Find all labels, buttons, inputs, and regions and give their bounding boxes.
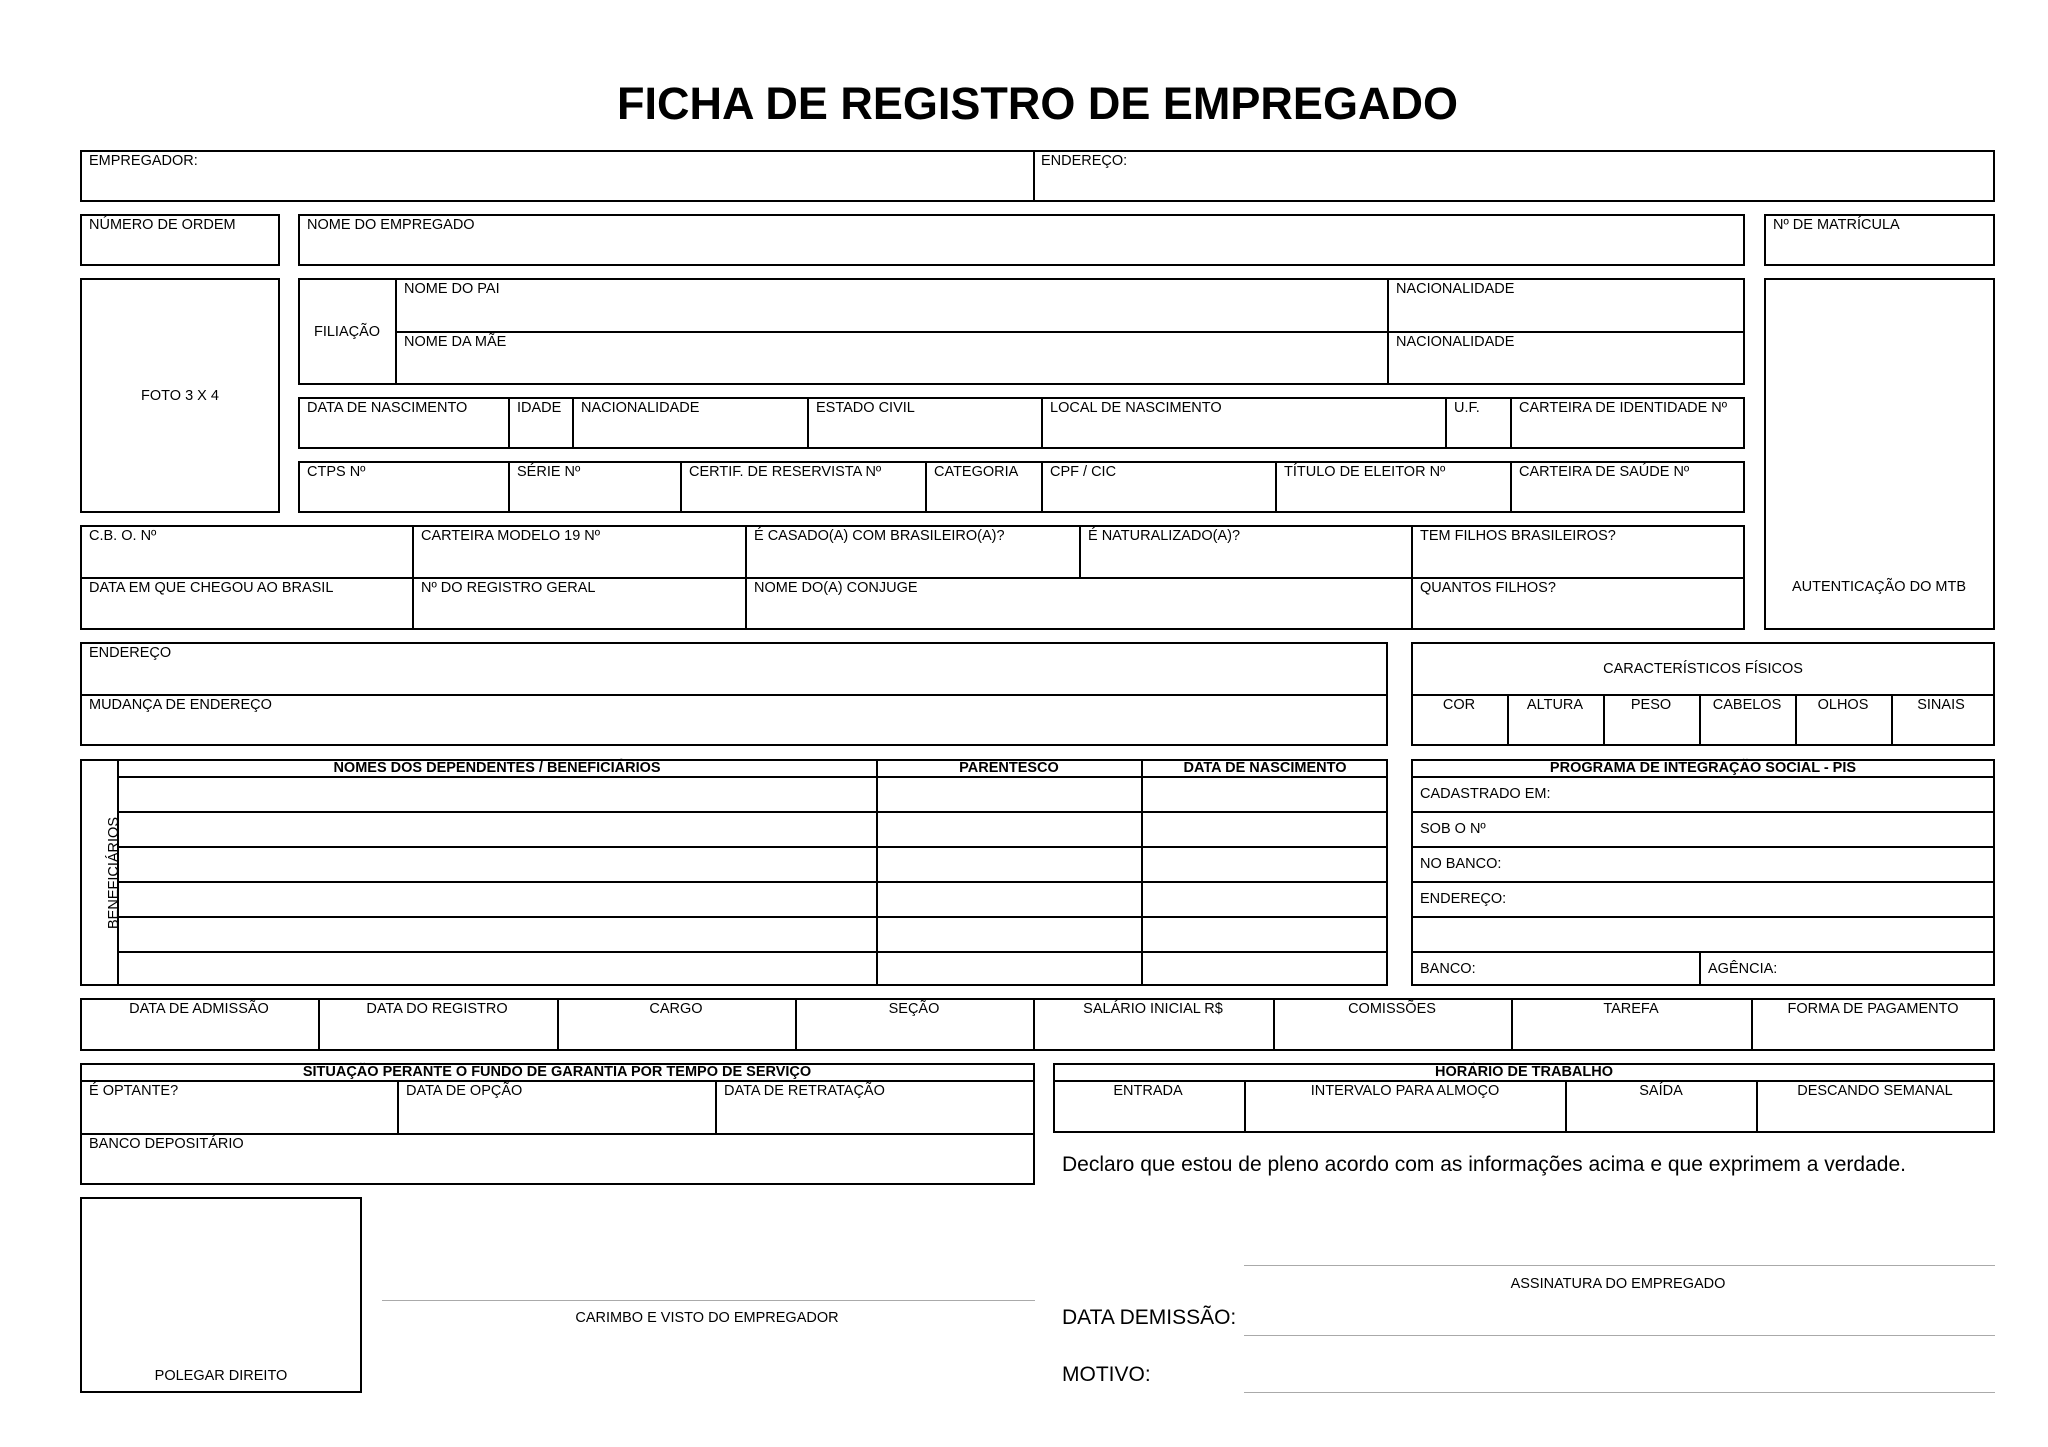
weight-field[interactable]: PESO [1630,697,1672,713]
divider [1510,461,1512,513]
divider [1411,916,1995,918]
naturalized-field[interactable]: É NATURALIZADO(A)? [1088,528,1241,544]
divider [1756,1080,1758,1133]
health-card-field[interactable]: CARTEIRA DE SAÚDE Nº [1519,464,1690,480]
photo-label: FOTO 3 X 4 [141,388,219,404]
age-field[interactable]: IDADE [517,400,562,416]
divider [1273,998,1275,1051]
divider [1053,1080,1995,1082]
admission-date-field[interactable]: DATA DE ADMISSÃO [129,1001,269,1017]
divider [80,577,1745,579]
divider [1445,397,1447,449]
table-row [117,811,1388,813]
divider [1411,525,1413,630]
employer-box [80,150,1995,202]
ctps-field[interactable]: CTPS Nº [307,464,366,480]
divider [925,461,927,513]
payment-method-field[interactable]: FORMA DE PAGAMENTO [1787,1001,1959,1017]
thumbprint-box[interactable] [80,1197,362,1393]
employer-stamp-label: CARIMBO E VISTO DO EMPREGADOR [575,1310,839,1326]
divider [572,397,574,449]
declaration-text: Declaro que estou de pleno acordo com as informações acima e que exprimem a verdade. [1062,1153,1906,1176]
divider [1510,397,1512,449]
nationality-field[interactable]: NACIONALIDADE [581,400,700,416]
dismissal-date-line[interactable] [1244,1335,1995,1336]
divider [508,461,510,513]
initial-salary-field[interactable]: SALÁRIO INICIAL R$ [1083,1001,1223,1017]
reservist-field[interactable]: CERTIF. DE RESERVISTA Nº [689,464,882,480]
lunch-break-field[interactable]: INTERVALO PARA ALMOÇO [1310,1083,1500,1099]
voter-title-field[interactable]: TÍTULO DE ELEITOR Nº [1284,464,1446,480]
schedule-title: HORÁRIO DE TRABALHO [1434,1064,1614,1080]
arrival-date-field[interactable]: DATA EM QUE CHEGOU AO BRASIL [89,580,334,596]
spouse-name-field[interactable]: NOME DO(A) CONJUGE [754,580,918,596]
divider [1275,461,1277,513]
divider [1699,694,1701,746]
divider [318,998,320,1051]
divider [807,397,809,449]
page-title: FICHA DE REGISTRO DE EMPREGADO [617,78,1458,129]
brazilian-children-field[interactable]: TEM FILHOS BRASILEIROS? [1420,528,1616,544]
mtb-label: AUTENTICAÇÃO DO MTB [1791,579,1967,595]
employee-name-field[interactable]: NOME DO EMPREGADO [307,217,475,233]
dismissal-date-label: DATA DEMISSÃO: [1062,1306,1237,1329]
divider [1411,694,1995,696]
married-field[interactable]: É CASADO(A) COM BRASILEIRO(A)? [754,528,1005,544]
table-row [117,951,1388,953]
marital-status-field[interactable]: ESTADO CIVIL [816,400,915,416]
commissions-field[interactable]: COMISSÕES [1348,1001,1436,1017]
reason-line[interactable] [1244,1392,1995,1393]
optant-field[interactable]: É OPTANTE? [89,1083,179,1099]
divider [1511,998,1513,1051]
divider [715,1080,717,1133]
divider [1411,881,1995,883]
divider [1041,461,1043,513]
filiation-label: FILIAÇÃO [313,324,381,340]
divider [1411,811,1995,813]
pis-registered-field[interactable]: CADASTRADO EM: [1420,786,1551,802]
divider [1411,951,1995,953]
father-name-field[interactable]: NOME DO PAI [404,281,500,297]
position-field[interactable]: CARGO [649,1001,703,1017]
category-field[interactable]: CATEGORIA [934,464,1019,480]
registry-date-field[interactable]: DATA DO REGISTRO [366,1001,508,1017]
divider [397,1080,399,1133]
id-card-field[interactable]: CARTEIRA DE IDENTIDADE Nº [1519,400,1728,416]
mother-name-field[interactable]: NOME DA MÃE [404,334,507,350]
divider [795,998,797,1051]
relationship-header: PARENTESCO [959,760,1059,776]
divider [1565,1080,1567,1133]
series-field[interactable]: SÉRIE Nº [517,464,581,480]
cpf-field[interactable]: CPF / CIC [1050,464,1117,480]
divider [395,331,1745,333]
physical-title: CARACTERÍSTICOS FÍSICOS [1603,661,1803,677]
address-change-field[interactable]: MUDANÇA DE ENDEREÇO [89,697,272,713]
divider [1411,846,1995,848]
fgts-title: SITUAÇÃO PERANTE O FUNDO DE GARANTIA POR TEMPO DE SERVIÇO [302,1064,812,1080]
divider [1699,951,1701,986]
branch-field[interactable]: AGÊNCIA: [1708,961,1778,977]
retraction-date-field[interactable]: DATA DE RETRATAÇÃO [724,1083,885,1099]
beneficiaries-side-label: BENEFICIÁRIOS [106,817,122,929]
exit-field[interactable]: SAÍDA [1639,1083,1683,1099]
divider [1033,150,1035,202]
divider [412,525,414,630]
reason-label: MOTIVO: [1062,1363,1151,1386]
pis-number-field[interactable]: SOB O Nº [1420,821,1486,837]
divider [1079,525,1081,577]
color-field[interactable]: COR [1442,697,1476,713]
pis-title: PROGRAMA DE INTEGRAÇÃO SOCIAL - PIS [1549,760,1857,776]
dependents-names-header: NOMES DOS DEPENDENTES / BENEFICIÁRIOS [333,760,661,776]
father-nationality-field[interactable]: NACIONALIDADE [1396,281,1515,297]
mother-nationality-field[interactable]: NACIONALIDADE [1396,334,1515,350]
divider [80,1080,1035,1082]
mtb-box [1764,278,1995,630]
divider [1891,694,1893,746]
table-row [117,881,1388,883]
signature-line [1244,1265,1995,1266]
height-field[interactable]: ALTURA [1526,697,1584,713]
divider [117,776,1388,778]
option-date-field[interactable]: DATA DE OPÇÃO [406,1083,523,1099]
divider [1244,1080,1246,1133]
divider [1507,694,1509,746]
divider [80,1133,1035,1135]
cbo-field[interactable]: C.B. O. Nº [89,528,157,544]
order-number-field[interactable]: NÚMERO DE ORDEM [89,217,236,233]
pis-address-field[interactable]: ENDEREÇO: [1420,891,1507,907]
pis-bank-field[interactable]: NO BANCO: [1420,856,1502,872]
employee-name-box [298,214,1745,266]
model19-field[interactable]: CARTEIRA MODELO 19 Nº [421,528,601,544]
birthplace-field[interactable]: LOCAL DE NASCIMENTO [1050,400,1222,416]
task-field[interactable]: TAREFA [1603,1001,1659,1017]
dependents-birth-header: DATA DE NASCIMENTO [1183,760,1347,776]
divider [1033,998,1035,1051]
state-field[interactable]: U.F. [1454,400,1480,416]
divider [80,694,1388,696]
divider [680,461,682,513]
divider [1603,694,1605,746]
employer-stamp-line [382,1300,1035,1301]
hair-field[interactable]: CABELOS [1712,697,1782,713]
table-row [117,846,1388,848]
thumbprint-label: POLEGAR DIREITO [154,1368,288,1384]
section-field[interactable]: SEÇÃO [888,1001,940,1017]
divider [745,525,747,630]
employee-signature-label: ASSINATURA DO EMPREGADO [1510,1276,1726,1292]
marks-field[interactable]: SINAIS [1917,697,1965,713]
divider [1387,278,1389,385]
divider [508,397,510,449]
children-count-field[interactable]: QUANTOS FILHOS? [1420,580,1556,596]
registration-number-field[interactable]: Nº DE MATRÍCULA [1773,217,1900,233]
general-registry-field[interactable]: Nº DO REGISTRO GERAL [421,580,596,596]
divider [1041,397,1043,449]
table-row [117,916,1388,918]
birth-date-field[interactable]: DATA DE NASCIMENTO [307,400,468,416]
eyes-field[interactable]: OLHOS [1817,697,1869,713]
weekly-rest-field[interactable]: DESCANDO SEMANAL [1797,1083,1953,1099]
depositary-bank-field[interactable]: BANCO DEPOSITÁRIO [89,1136,244,1152]
divider [1751,998,1753,1051]
entry-field[interactable]: ENTRADA [1113,1083,1183,1099]
divider [557,998,559,1051]
bank-field[interactable]: BANCO: [1420,961,1476,977]
address-field[interactable]: ENDEREÇO [89,645,172,661]
employer-address-field[interactable]: ENDEREÇO: [1041,153,1128,169]
employer-field[interactable]: EMPREGADOR: [89,153,198,169]
divider [1795,694,1797,746]
divider [1411,776,1995,778]
